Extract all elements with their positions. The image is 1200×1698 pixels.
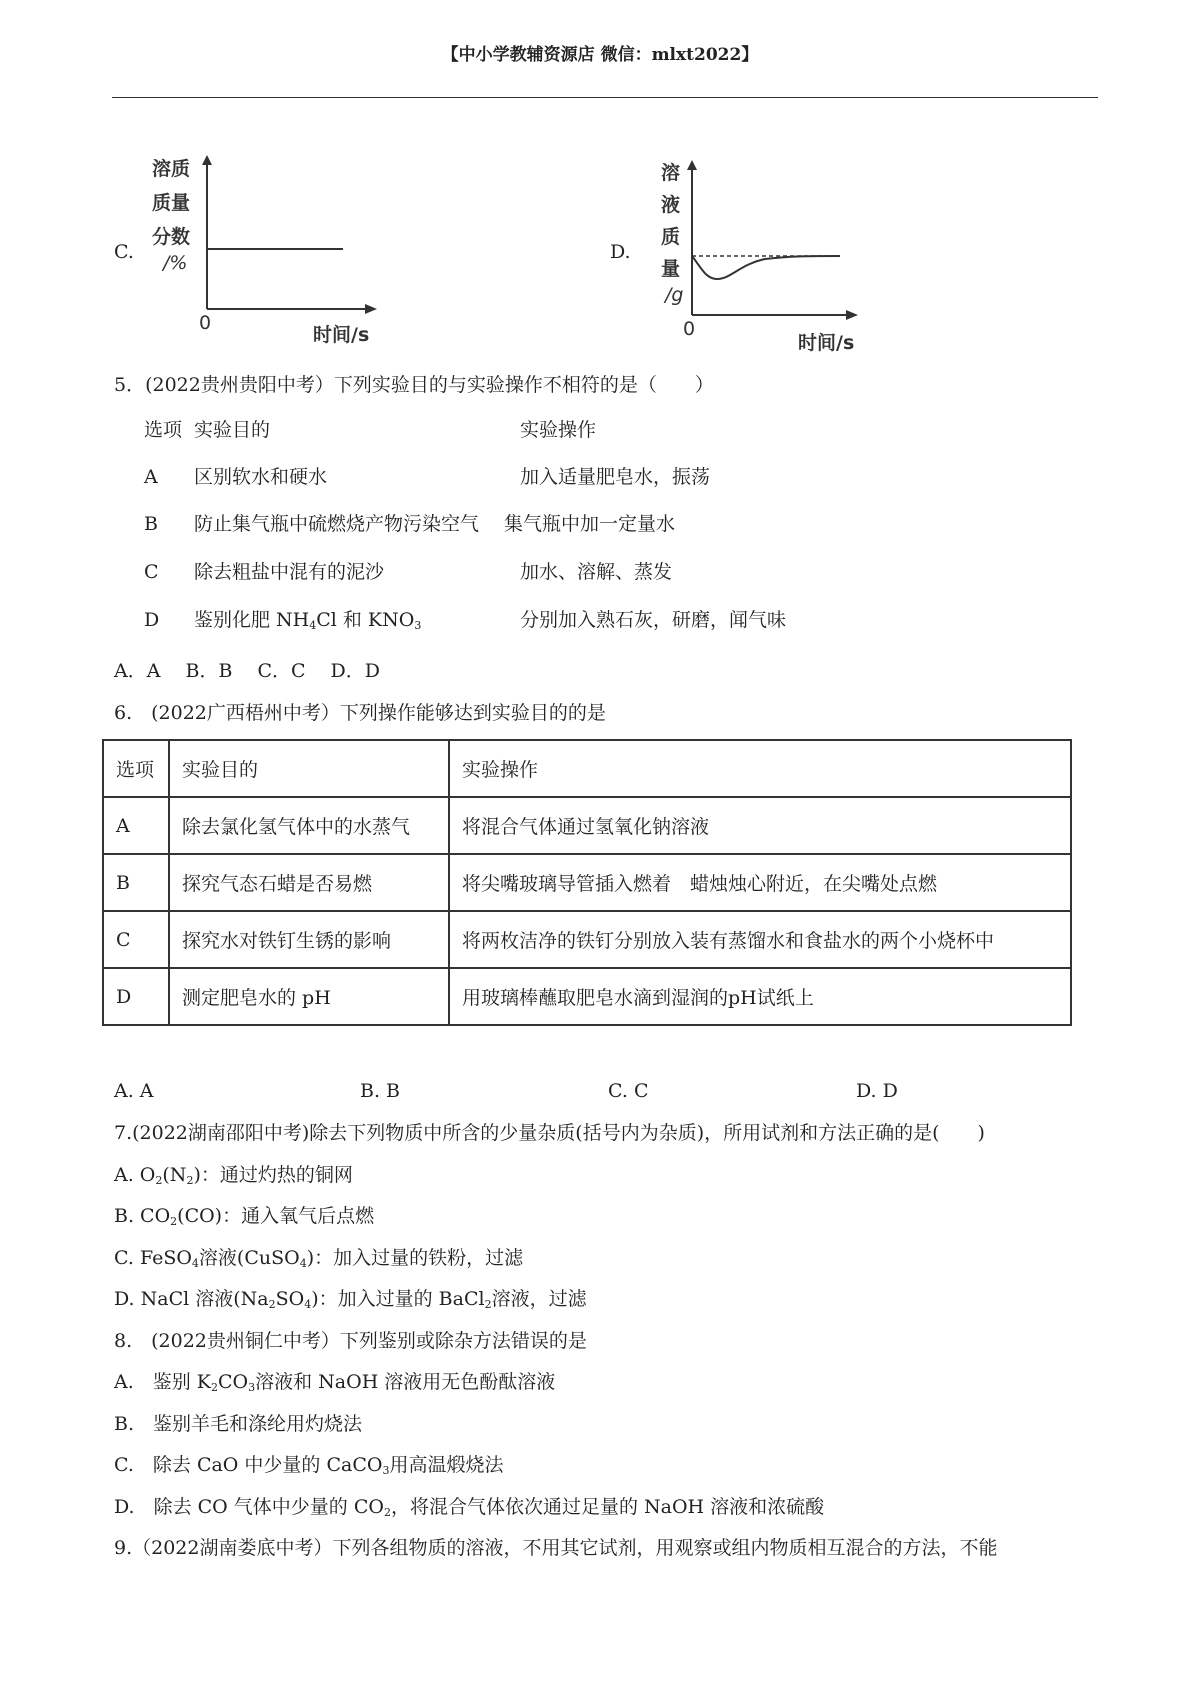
graph-c-ylabel-3: 分数 <box>152 226 191 248</box>
q8-stem: 8. (2022贵州铜仁中考）下列鉴别或除杂方法错误的是 <box>114 1330 587 1352</box>
q6-header-option: 选项 <box>103 740 169 797</box>
q6-row-d-goal: 测定肥皂水的 pH <box>169 968 449 1025</box>
q6-row-c-goal: 探究水对铁钉生锈的影响 <box>169 911 449 968</box>
header-rule <box>112 97 1098 98</box>
q6-answer-c: C. C <box>608 1080 649 1102</box>
q5-answer-options: A．A B．B C．C D．D <box>114 660 381 682</box>
q5-row-d-option: D <box>144 609 160 631</box>
q7-stem: 7.(2022湖南邵阳中考)除去下列物质中所含的少量杂质(括号内为杂质)，所用试剂和方法正确的是( ) <box>114 1122 985 1144</box>
q5-row-c-goal: 除去粗盐中混有的泥沙 <box>194 561 385 583</box>
graph-d-ylabel-2: 液 <box>661 194 681 216</box>
q6-answer-a: A. A <box>114 1080 154 1102</box>
q6-table <box>102 739 1072 1026</box>
graph-d-ylabel-unit: /g <box>665 284 684 306</box>
q6-header-op: 实验操作 <box>449 740 1071 797</box>
graph-c-origin: 0 <box>199 312 212 334</box>
q7-option-b: B. $CO_2(CO)$：通入氧气后点燃 <box>114 1205 375 1228</box>
graph-c-ylabel-unit: /% <box>163 252 188 274</box>
graph-d-ylabel-1: 溶 <box>661 162 681 184</box>
q5-row-a-goal: 区别软水和硬水 <box>194 466 328 488</box>
graph-d-xlabel: 时间/s <box>798 332 855 354</box>
q6-answer-b: B. B <box>360 1080 401 1102</box>
q5-row-b-goal: 防止集气瓶中硫燃烧产物污染空气 <box>194 513 480 535</box>
q6-row-a-goal: 除去氯化氢气体中的水蒸气 <box>169 797 449 854</box>
q9-stem: 9.（2022湖南娄底中考）下列各组物质的溶液，不用其它试剂，用观察或组内物质相互混合的方法，不能 <box>114 1537 998 1559</box>
q6-row-d-option: D <box>103 968 169 1025</box>
graph-c-ylabel-1: 溶质 <box>152 158 191 180</box>
q6-row-c-option: C <box>103 911 169 968</box>
table-row <box>103 740 1071 797</box>
q5-stem: 5．(2022贵州贵阳中考）下列实验目的与实验操作不相符的是（ ） <box>114 374 714 396</box>
q4-option-d-label: D. <box>610 241 631 263</box>
table-row <box>103 911 1071 968</box>
q8-option-c: C. 除去 CaO 中少量的 CaCO$_3$用高温煅烧法 <box>114 1454 504 1477</box>
q5-row-d-op: 分别加入熟石灰，研磨，闻气味 <box>520 609 787 631</box>
graph-c-ylabel-2: 质量 <box>152 192 191 214</box>
q5-row-b-op: 集气瓶中加一定量水 <box>504 513 676 535</box>
q6-row-d-op: 用玻璃棒蘸取肥皂水滴到湿润的pH试纸上 <box>449 968 1071 1025</box>
graph-d-ylabel-4: 量 <box>661 258 681 280</box>
q5-row-b-option: B <box>144 513 158 535</box>
q4-option-c-label: C. <box>114 241 134 263</box>
q6-header-goal: 实验目的 <box>169 740 449 797</box>
q6-row-a-option: A <box>103 797 169 854</box>
q5-header-option: 选项 <box>144 419 183 441</box>
graph-d-origin: 0 <box>683 318 696 340</box>
q6-row-c-op: 将两枚洁净的铁钉分别放入装有蒸馏水和食盐水的两个小烧杯中 <box>449 911 1071 968</box>
graph-d-ylabel-3: 质 <box>661 226 681 248</box>
page-header: 【中小学教辅资源店 微信：mlxt2022】 <box>441 45 759 65</box>
q8-option-b: B. 鉴别羊毛和涤纶用灼烧法 <box>114 1413 363 1435</box>
q6-row-b-op: 将尖嘴玻璃导管插入燃着 蜡烛烛心附近，在尖嘴处点燃 <box>449 854 1071 911</box>
q6-row-b-goal: 探究气态石蜡是否易燃 <box>169 854 449 911</box>
q8-option-d: D. 除去 CO 气体中少量的 $CO_2$，将混合气体依次通过足量的 NaOH 溶液和浓硫酸 <box>114 1496 825 1519</box>
q5-header-goal: 实验目的 <box>194 419 271 441</box>
q5-header-op: 实验操作 <box>520 419 597 441</box>
table-row <box>103 854 1071 911</box>
q7-option-a: A. $O_2(N_2)$：通过灼热的铜网 <box>114 1164 353 1187</box>
q6-stem: 6. (2022广西梧州中考）下列操作能够达到实验目的的是 <box>114 702 606 724</box>
graph-d-plot <box>680 160 865 320</box>
table-row <box>103 797 1071 854</box>
q5-row-c-option: C <box>144 561 159 583</box>
table-row <box>103 968 1071 1025</box>
graph-c-plot <box>195 155 380 315</box>
q5-row-a-op: 加入适量肥皂水，振荡 <box>520 466 711 488</box>
q7-option-c: C. FeSO$_4$溶液(CuSO$_4$)：加入过量的铁粉，过滤 <box>114 1247 524 1270</box>
q5-row-c-op: 加水、溶解、蒸发 <box>520 561 673 583</box>
q5-row-d-goal: 鉴别化肥 $NH_4Cl$ 和 $KNO_3$ <box>194 609 422 632</box>
q6-row-a-op: 将混合气体通过氢氧化钠溶液 <box>449 797 1071 854</box>
q7-option-d: D. NaCl 溶液$(Na_2SO_4)$：加入过量的 BaCl$_2$溶液，过滤 <box>114 1288 587 1311</box>
q6-row-b-option: B <box>103 854 169 911</box>
q8-option-a: A. 鉴别 $K_2CO_3$溶液和 NaOH 溶液用无色酚酞溶液 <box>114 1371 556 1394</box>
q5-row-a-option: A <box>144 466 158 488</box>
q6-answer-d: D. D <box>856 1080 898 1102</box>
graph-c-xlabel: 时间/s <box>313 324 370 346</box>
